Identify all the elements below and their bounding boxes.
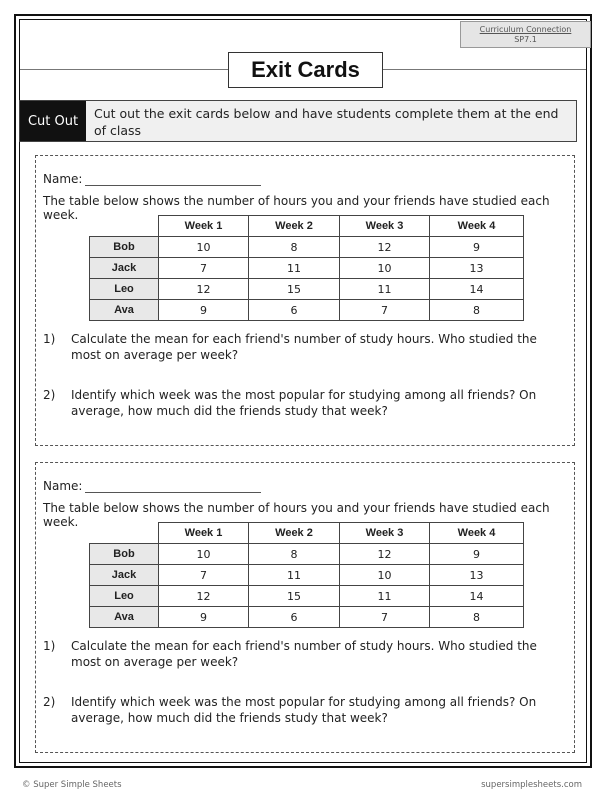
table-cell: 11: [249, 258, 340, 279]
table-cell: 10: [159, 544, 249, 565]
name-label: Name:: [43, 479, 83, 493]
exit-card-2: [35, 462, 575, 753]
table-cell: 7: [340, 300, 430, 321]
table-row: [90, 607, 524, 628]
question-text: Calculate the mean for each friend's number of study hours. Who studied the most on average per week?: [71, 332, 537, 362]
table-cell: 6: [249, 607, 340, 628]
row-label: Bob: [90, 544, 159, 565]
table-cell: 10: [340, 258, 430, 279]
table-cell: 13: [430, 258, 524, 279]
table-cell: 7: [340, 607, 430, 628]
table-header: Week 3: [340, 523, 430, 544]
curriculum-label: Curriculum Connection: [479, 25, 572, 34]
table-cell: 12: [340, 237, 430, 258]
curriculum-connection-box: [460, 21, 591, 48]
name-field: [43, 479, 261, 493]
table-cell: 12: [159, 586, 249, 607]
table-header: Week 2: [249, 216, 340, 237]
table-header: Week 1: [159, 216, 249, 237]
question-1: [43, 638, 568, 670]
table-row: [90, 586, 524, 607]
table-corner-cell: [90, 523, 159, 544]
instructions-bar: [19, 100, 577, 142]
table-header: Week 4: [430, 216, 524, 237]
table-cell: 8: [249, 237, 340, 258]
row-label: Leo: [90, 586, 159, 607]
question-number: 2): [43, 695, 56, 709]
table-cell: 9: [430, 544, 524, 565]
table-cell: 7: [159, 258, 249, 279]
row-label: Bob: [90, 237, 159, 258]
table-cell: 8: [430, 607, 524, 628]
table-cell: 15: [249, 279, 340, 300]
curriculum-code: SP7.1: [514, 35, 537, 44]
question-2: [43, 387, 568, 419]
row-label: Ava: [90, 300, 159, 321]
question-1: [43, 331, 568, 363]
question-text: Identify which week was the most popular for studying among all friends? On average, how much did the friends study that week?: [71, 695, 537, 725]
question-number: 2): [43, 388, 56, 402]
question-2: [43, 694, 568, 726]
card-intro: The table below shows the number of hours you and your friends have studied each week.: [43, 501, 550, 529]
question-number: 1): [43, 332, 56, 346]
table-cell: 10: [340, 565, 430, 586]
table-cell: 9: [159, 607, 249, 628]
table-cell: 9: [430, 237, 524, 258]
table-row: [90, 258, 524, 279]
question-text: Identify which week was the most popular for studying among all friends? On average, how much did the friends study that week?: [71, 388, 537, 418]
table-cell: 7: [159, 565, 249, 586]
question-number: 1): [43, 639, 56, 653]
table-cell: 12: [340, 544, 430, 565]
table-cell: 11: [340, 586, 430, 607]
footer-website: supersimplesheets.com: [481, 780, 582, 790]
table-cell: 14: [430, 586, 524, 607]
table-cell: 6: [249, 300, 340, 321]
name-field: [43, 172, 261, 186]
table-header: Week 3: [340, 216, 430, 237]
row-label: Ava: [90, 607, 159, 628]
question-text: Calculate the mean for each friend's number of study hours. Who studied the most on average per week?: [71, 639, 537, 669]
table-cell: 10: [159, 237, 249, 258]
exit-card-1: [35, 155, 575, 446]
footer-copyright: © Super Simple Sheets: [22, 780, 122, 790]
row-label: Jack: [90, 565, 159, 586]
row-label: Leo: [90, 279, 159, 300]
table-cell: 13: [430, 565, 524, 586]
card-intro: The table below shows the number of hours you and your friends have studied each week.: [43, 194, 550, 222]
table-cell: 9: [159, 300, 249, 321]
table-row: [90, 565, 524, 586]
study-hours-table: [89, 215, 524, 321]
table-header-row: [90, 216, 524, 237]
table-cell: 8: [430, 300, 524, 321]
table-row: [90, 544, 524, 565]
table-cell: 11: [249, 565, 340, 586]
table-cell: 12: [159, 279, 249, 300]
table-corner-cell: [90, 216, 159, 237]
table-row: [90, 279, 524, 300]
row-label: Jack: [90, 258, 159, 279]
table-row: [90, 237, 524, 258]
table-cell: 15: [249, 586, 340, 607]
table-header: Week 4: [430, 523, 524, 544]
table-row: [90, 300, 524, 321]
cut-out-tag: Cut Out: [20, 101, 86, 141]
name-blank-line[interactable]: [85, 480, 261, 493]
table-header: Week 2: [249, 523, 340, 544]
instructions-text: Cut out the exit cards below and have students complete them at the end of class: [94, 106, 559, 138]
name-label: Name:: [43, 172, 83, 186]
table-cell: 8: [249, 544, 340, 565]
table-header-row: [90, 523, 524, 544]
name-blank-line[interactable]: [85, 173, 261, 186]
page-title: Exit Cards: [228, 52, 383, 88]
table-cell: 11: [340, 279, 430, 300]
study-hours-table: [89, 522, 524, 628]
table-header: Week 1: [159, 523, 249, 544]
table-cell: 14: [430, 279, 524, 300]
